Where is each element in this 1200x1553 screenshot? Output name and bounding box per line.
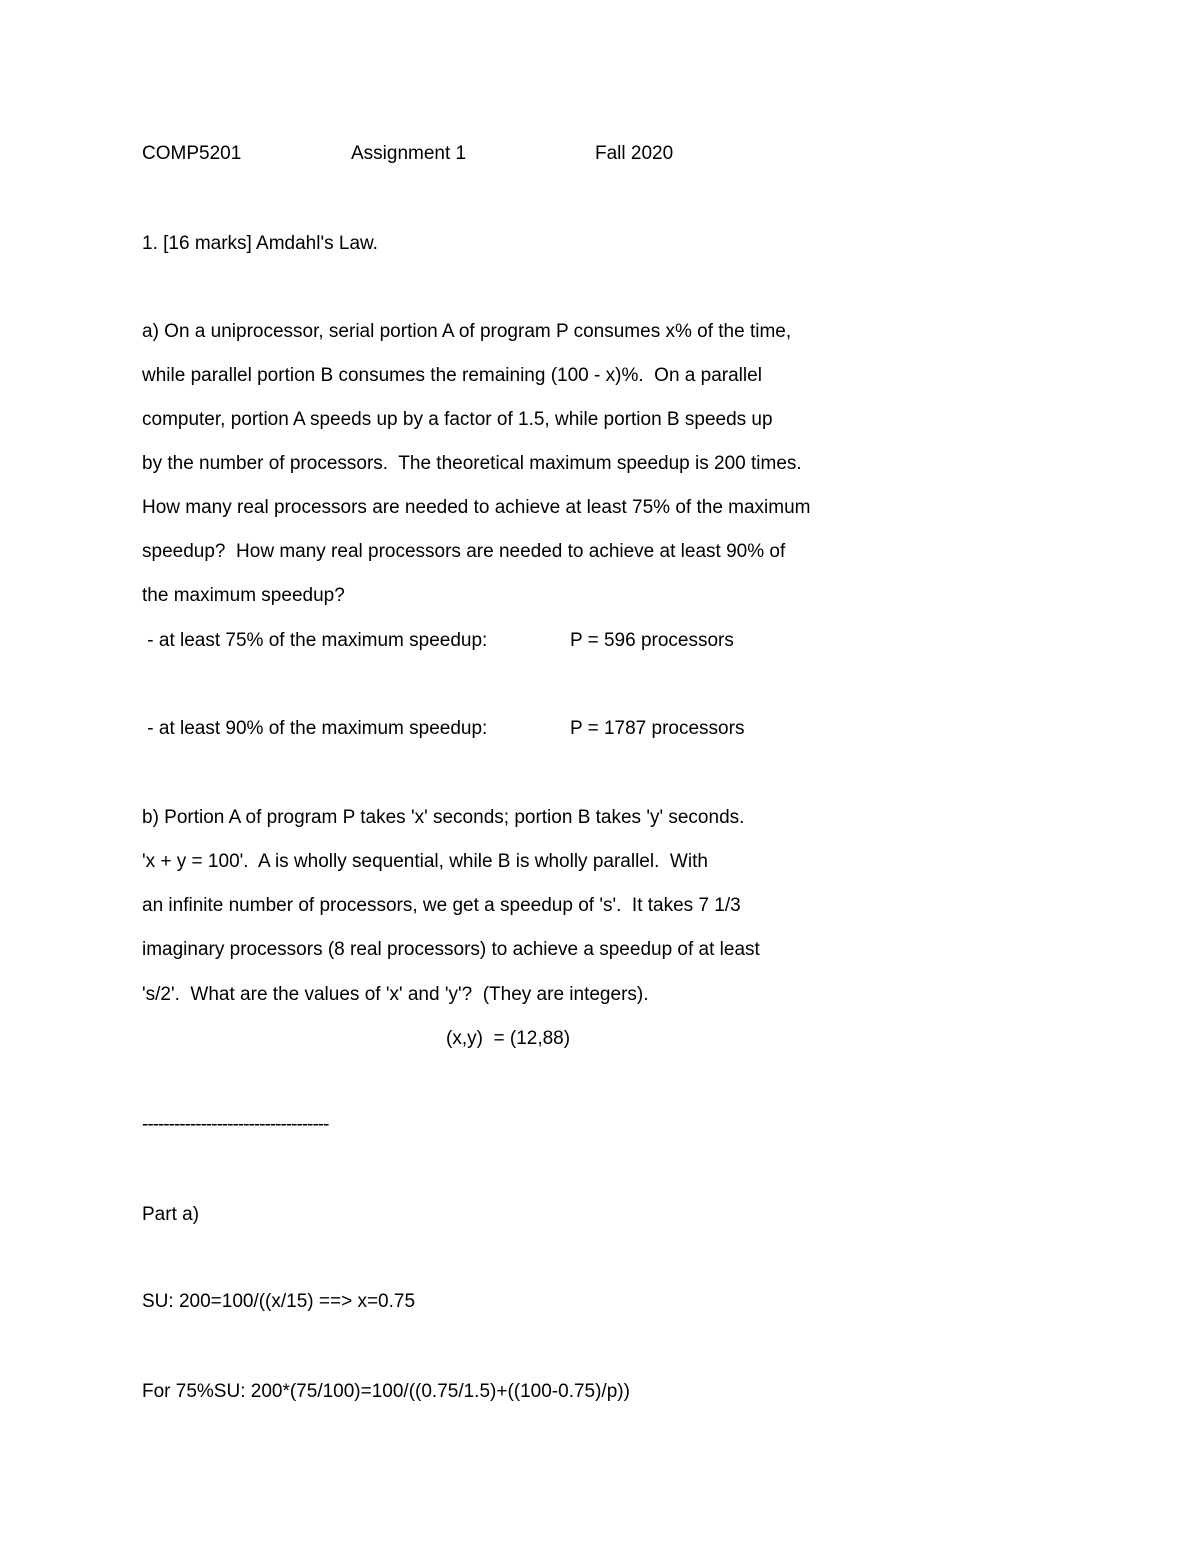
part-a-line: a) On a uniprocessor, serial portion A of program P consumes x% of the time, <box>142 321 792 342</box>
solution-part-a-label: Part a) <box>142 1204 200 1225</box>
course-code: COMP5201 <box>142 143 242 164</box>
answer-90 <box>0 717 1200 741</box>
part-b-line: an infinite number of processors, we get a speedup of 's'. It takes 7 1/3 <box>142 895 741 916</box>
term: Fall 2020 <box>595 143 674 164</box>
part-a-line: the maximum speedup? <box>142 585 345 606</box>
solution-75-line: For 75%SU: 200*(75/100)=100/((0.75/1.5)+((100-0.75)/p)) <box>142 1381 630 1402</box>
part-a-line: computer, portion A speeds up by a factor of 1.5, while portion B speeds up <box>142 409 773 430</box>
part-b-answer: (x,y) = (12,88) <box>446 1028 571 1049</box>
part-a-line: speedup? How many real processors are needed to achieve at least 90% of <box>142 541 786 562</box>
answer-75-value: P = 596 processors <box>570 630 734 651</box>
header <box>0 143 1200 167</box>
part-b-line: 's/2'. What are the values of 'x' and 'y'? (They are integers). <box>142 984 649 1005</box>
answer-90-value: P = 1787 processors <box>570 718 745 739</box>
assignment-title: Assignment 1 <box>351 143 467 164</box>
answer-75-label: - at least 75% of the maximum speedup: <box>142 630 488 651</box>
part-a-line: by the number of processors. The theoretical maximum speedup is 200 times. <box>142 453 802 474</box>
solution-su-line: SU: 200=100/((x/15) ==> x=0.75 <box>142 1291 416 1312</box>
part-a-line: How many real processors are needed to achieve at least 75% of the maximum <box>142 497 811 518</box>
answer-75 <box>0 629 1200 653</box>
separator: ----------------------------------- <box>142 1114 329 1135</box>
question-title: 1. [16 marks] Amdahl's Law. <box>142 233 378 254</box>
part-a-line: while parallel portion B consumes the remaining (100 - x)%. On a parallel <box>142 365 762 386</box>
part-b-line: imaginary processors (8 real processors) to achieve a speedup of at least <box>142 939 760 960</box>
part-b-line: 'x + y = 100'. A is wholly sequential, while B is wholly parallel. With <box>142 851 708 872</box>
part-b-line: b) Portion A of program P takes 'x' seconds; portion B takes 'y' seconds. <box>142 807 745 828</box>
answer-90-label: - at least 90% of the maximum speedup: <box>142 718 488 739</box>
